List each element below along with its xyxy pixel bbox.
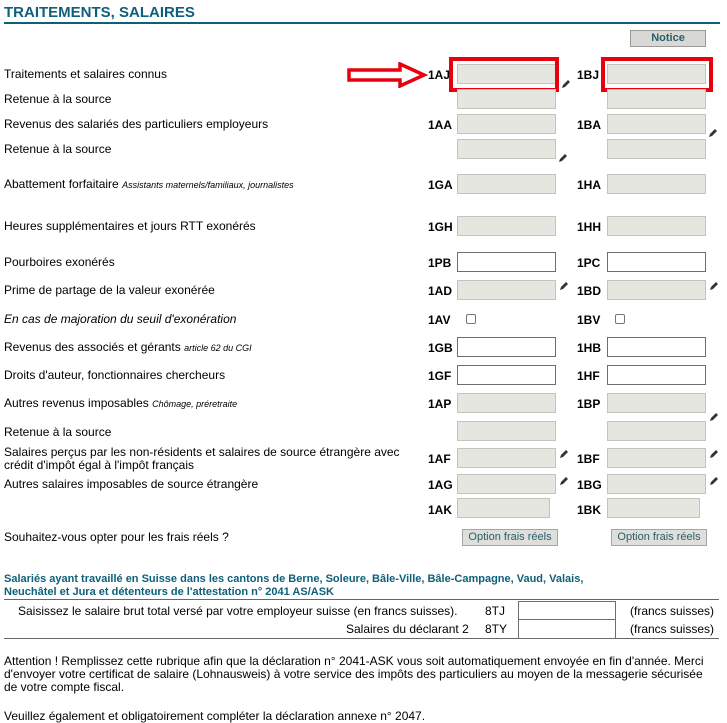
option-frais-reels-button-2[interactable]: Option frais réels [611, 529, 707, 546]
input-1aa[interactable] [457, 114, 556, 134]
label-abattement [4, 178, 419, 192]
code-1af: 1AF [428, 452, 451, 466]
swiss-line1-label: Saisissez le salaire brut total versé par votre employeur suisse (en francs suisses). [18, 604, 458, 618]
code-1ha: 1HA [577, 178, 602, 192]
input-retenue-1aa[interactable] [457, 139, 556, 159]
label-retenue-source-1: Retenue à la source [4, 92, 112, 106]
input-1gf[interactable] [457, 365, 556, 385]
input-1af[interactable] [457, 448, 556, 468]
code-1ga: 1GA [428, 178, 453, 192]
code-1hb: 1HB [577, 341, 602, 355]
code-8tj: 8TJ [485, 604, 506, 618]
input-1hh[interactable] [607, 216, 706, 236]
label-frais-reels: Souhaitez-vous opter pour les frais réels ? [4, 530, 229, 544]
option-frais-reels-button-1[interactable]: Option frais réels [462, 529, 558, 546]
input-retenue-1bj[interactable] [607, 89, 706, 109]
pencil-icon[interactable] [709, 476, 719, 486]
input-1ga[interactable] [457, 174, 556, 194]
input-retenue-1aj[interactable] [457, 89, 556, 109]
label-prime-partage: Prime de partage de la valeur exonérée [4, 283, 215, 297]
pencil-icon[interactable] [708, 128, 718, 138]
input-retenue-1ap[interactable] [457, 421, 556, 441]
label-non-residents: Salaires perçus par les non-résidents et salaires de source étrangère avec crédit d'impôt égal à l'impôt français [4, 445, 400, 472]
swiss-line2-label: Salaires du déclarant 2 [346, 622, 469, 636]
label-retenue-source-2: Retenue à la source [4, 142, 112, 156]
input-1bp[interactable] [607, 393, 706, 413]
input-8ty[interactable] [518, 619, 616, 639]
code-1bv: 1BV [577, 313, 601, 327]
code-1bf: 1BF [577, 452, 600, 466]
pencil-icon[interactable] [558, 153, 568, 163]
code-1bd: 1BD [577, 284, 602, 298]
input-1hb[interactable] [607, 337, 706, 357]
code-1gb: 1GB [428, 341, 453, 355]
label-abattement-sub: Assistants maternels/familiaux, journalistes [122, 180, 294, 190]
highlight-1bj [601, 57, 713, 92]
code-8ty: 8TY [485, 622, 508, 636]
code-1aj: 1AJ [428, 68, 451, 82]
code-1ad: 1AD [428, 284, 453, 298]
input-8tj[interactable] [518, 601, 616, 621]
code-1pb: 1PB [428, 256, 452, 270]
label-associes-gerants [4, 341, 419, 355]
input-1ad[interactable] [457, 280, 556, 300]
label-autres-revenus-text: Autres revenus imposables [4, 396, 149, 410]
checkbox-1av[interactable] [466, 314, 476, 324]
code-1bk: 1BK [577, 503, 602, 517]
label-autres-revenus [4, 397, 419, 411]
code-1bp: 1BP [577, 397, 601, 411]
input-1ba[interactable] [607, 114, 706, 134]
input-1ap[interactable] [457, 393, 556, 413]
section-title: TRAITEMENTS, SALAIRES [4, 4, 720, 24]
label-pourboires: Pourboires exonérés [4, 255, 115, 269]
label-particuliers-employeurs: Revenus des salariés des particuliers employeurs [4, 117, 269, 131]
input-retenue-1bp[interactable] [607, 421, 706, 441]
pencil-icon[interactable] [709, 281, 719, 291]
pencil-icon[interactable] [559, 476, 569, 486]
code-1gh: 1GH [428, 220, 453, 234]
input-1pc[interactable] [607, 252, 706, 272]
pencil-icon[interactable] [561, 79, 571, 89]
label-heures-sup: Heures supplémentaires et jours RTT exonérés [4, 219, 256, 233]
label-droits-auteur: Droits d'auteur, fonctionnaires chercheurs [4, 368, 226, 382]
footer-text: Veuillez également et obligatoirement compléter la déclaration annexe n° 2047. [4, 709, 426, 723]
code-1bg: 1BG [577, 478, 602, 492]
pencil-icon[interactable] [709, 449, 719, 459]
input-1ag[interactable] [457, 474, 556, 494]
input-1ak[interactable] [457, 498, 550, 518]
pencil-icon[interactable] [559, 449, 569, 459]
code-1hh: 1HH [577, 220, 602, 234]
input-1gh[interactable] [457, 216, 556, 236]
code-1pc: 1PC [577, 256, 601, 270]
label-associes-text: Revenus des associés et gérants [4, 340, 181, 354]
code-1bj: 1BJ [577, 68, 600, 82]
attention-text: Attention ! Remplissez cette rubrique afin que la déclaration n° 2041-ASK vous soit automatiquement envoyée en fin d'année. Merci d'envoyer votre certificat de salaire (Lohnausweis) à votre service des impôts des particuliers au moyen de la messagerie sécurisée de votre compte fiscal. [4, 654, 704, 694]
code-1hf: 1HF [577, 369, 600, 383]
label-associes-sub: article 62 du CGI [184, 343, 252, 353]
input-1bd[interactable] [607, 280, 706, 300]
label-retenue-source-3: Retenue à la source [4, 425, 112, 439]
input-1bk[interactable] [607, 498, 700, 518]
code-1gf: 1GF [428, 369, 452, 383]
highlight-1aj [449, 57, 559, 92]
swiss-section-title: Salariés ayant travaillé en Suisse dans les cantons de Berne, Soleure, Bâle-Ville, Bâle-Campagne, Vaud, Valais, Neuchâtel et Jura et détenteurs de l'attestation n° 2041 AS/ASK [4, 573, 584, 598]
code-1ap: 1AP [428, 397, 452, 411]
notice-button[interactable]: Notice [630, 30, 706, 47]
label-autres-revenus-sub: Chômage, préretraite [152, 399, 238, 409]
red-arrow-annotation [346, 62, 428, 88]
label-abattement-text: Abattement forfaitaire [4, 177, 119, 191]
input-1bg[interactable] [607, 474, 706, 494]
input-1hf[interactable] [607, 365, 706, 385]
input-1ha[interactable] [607, 174, 706, 194]
unit-francs-suisses-1: (francs suisses) [630, 604, 715, 618]
code-1ak: 1AK [428, 503, 453, 517]
code-1ag: 1AG [428, 478, 453, 492]
code-1ba: 1BA [577, 118, 602, 132]
checkbox-1bv[interactable] [615, 314, 625, 324]
input-1bf[interactable] [607, 448, 706, 468]
label-salaires-connus: Traitements et salaires connus [4, 67, 167, 81]
unit-francs-suisses-2: (francs suisses) [630, 622, 715, 636]
code-1aa: 1AA [428, 118, 453, 132]
label-source-etrangere: Autres salaires imposables de source étrangère [4, 477, 259, 491]
pencil-icon[interactable] [559, 281, 569, 291]
pencil-icon[interactable] [709, 412, 719, 422]
code-1av: 1AV [428, 313, 451, 327]
input-retenue-1ba[interactable] [607, 139, 706, 159]
label-majoration: En cas de majoration du seuil d'exonération [4, 312, 237, 326]
input-1gb[interactable] [457, 337, 556, 357]
input-1pb[interactable] [457, 252, 556, 272]
